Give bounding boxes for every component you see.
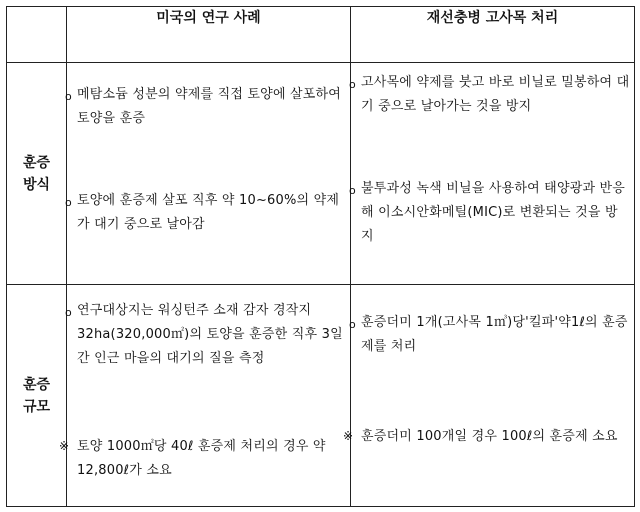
bullet-mark: o — [65, 90, 72, 103]
korea-scale-cell — [343, 285, 635, 507]
bullet-mark: o — [349, 184, 356, 197]
header-blank — [7, 7, 67, 63]
bullet-mark: o — [349, 318, 356, 331]
list-item — [351, 177, 630, 249]
row-label-line: 훈증 — [22, 376, 51, 393]
korea-method-cell — [351, 63, 635, 285]
row-label-line: 규모 — [22, 398, 51, 415]
item-text: 훈증더미 100개일 경우 100ℓ의 훈증제 소요 — [361, 429, 618, 444]
bullet-mark: o — [65, 306, 72, 319]
item-text: 토양 1000㎡당 40ℓ 훈증제 처리의 경우 약 12,800ℓ가 소요 — [77, 439, 326, 478]
table-row-fumigation-method — [7, 63, 635, 285]
row-label-line: 훈증 — [22, 154, 51, 171]
item-text: 훈증더미 1개(고사목 1㎥)당'킬파'약1ℓ의 훈증제를 처리 — [361, 315, 628, 354]
us-scale-cell — [59, 285, 354, 507]
header-row — [7, 7, 635, 63]
list-item — [67, 299, 346, 371]
bullet-mark: o — [349, 78, 356, 91]
reference-mark: ※ — [59, 439, 70, 453]
us-method-cell — [67, 63, 351, 285]
item-text: 토양에 훈증제 살포 직후 약 10~60%의 약제가 대기 중으로 날아감 — [77, 193, 340, 232]
header-us-case: 미국의 연구 사례 — [67, 7, 351, 63]
table-row-fumigation-scale — [7, 285, 635, 507]
bullet-mark: o — [65, 196, 72, 209]
row-label-method — [7, 63, 67, 285]
list-item — [351, 311, 630, 359]
item-text: 메탐소듐 성분의 약제를 직접 토양에 살포하여 토양을 훈증 — [77, 87, 342, 126]
item-text: 연구대상지는 워싱턴주 소재 감자 경작지 32ha(320,000㎡)의 토양을 훈증한 직후 3일간 인근 마을의 대기의 질을 측정 — [77, 303, 343, 366]
comparison-table — [6, 6, 635, 507]
list-item — [67, 189, 346, 237]
row-label-line: 방식 — [22, 176, 51, 193]
list-item — [343, 425, 630, 449]
item-text: 고사목에 약제를 붓고 바로 비닐로 밀봉하여 대기 중으로 날아가는 것을 방지 — [361, 75, 630, 114]
list-item — [351, 71, 630, 119]
reference-mark: ※ — [343, 429, 354, 443]
list-item — [67, 83, 346, 131]
header-korea-case: 재선충병 고사목 처리 — [351, 7, 635, 63]
row-label-scale — [7, 285, 70, 507]
list-item — [59, 435, 346, 483]
item-text: 불투과성 녹색 비닐을 사용하여 태양광과 반응해 이소시안화메틸(MIC)로 변환되는 것을 방지 — [361, 181, 626, 244]
